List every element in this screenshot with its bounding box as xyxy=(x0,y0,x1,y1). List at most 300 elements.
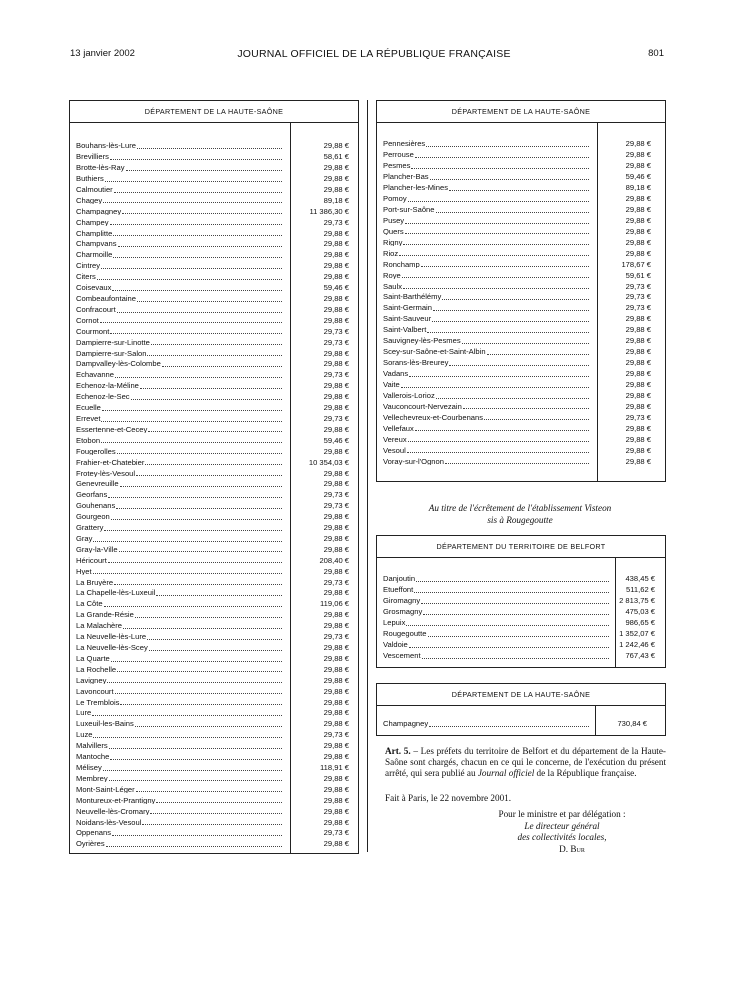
amount-value: 730,84 € xyxy=(617,719,647,729)
amount-value: 29,88 € xyxy=(323,817,349,827)
amount-value: 29,88 € xyxy=(323,512,349,522)
table-row xyxy=(70,782,358,793)
amount-value: 29,88 € xyxy=(323,686,349,696)
table-heading: DÉPARTEMENT DE LA HAUTE-SAÔNE xyxy=(377,101,665,123)
dot-leader xyxy=(119,551,282,552)
table-row xyxy=(70,695,358,706)
table-row xyxy=(70,368,358,379)
table-row xyxy=(70,717,358,728)
amount-value: 29,88 € xyxy=(323,424,349,434)
amount-value: 178,67 € xyxy=(621,259,651,269)
amount-value: 29,88 € xyxy=(323,184,349,194)
dot-leader xyxy=(111,519,282,520)
table-row xyxy=(377,594,665,605)
dot-leader xyxy=(118,246,282,247)
commune-name: Mélisey xyxy=(76,763,102,772)
table-row xyxy=(377,203,665,214)
dot-leader xyxy=(92,715,282,716)
commune-name: La Côte xyxy=(76,600,103,608)
table-row xyxy=(70,412,358,423)
commune-name: Ronchamp xyxy=(383,260,420,269)
table-row xyxy=(70,226,358,237)
table-row xyxy=(70,761,358,772)
amount-value: 29,88 € xyxy=(625,150,651,160)
commune-name: Champvans xyxy=(76,240,117,249)
table-row xyxy=(70,543,358,554)
dot-leader xyxy=(403,288,589,289)
commune-name: La Neuvelle-lès-Scey xyxy=(76,644,148,652)
table-row xyxy=(70,619,358,630)
commune-name: Vesoul xyxy=(383,446,406,455)
table-row xyxy=(377,443,665,454)
table-row xyxy=(70,215,358,226)
commune-name: Cornot xyxy=(76,316,99,325)
amount-value: 119,06 € xyxy=(320,599,349,609)
amount-value: 29,88 € xyxy=(323,664,349,674)
commune-name: Vaite xyxy=(383,380,400,389)
amount-value: 29,88 € xyxy=(625,390,651,400)
commune-name: Mont-Saint-Léger xyxy=(76,785,135,794)
dot-leader xyxy=(156,595,282,596)
table-heading: DÉPARTEMENT DU TERRITOIRE DE BELFORT xyxy=(377,536,665,558)
amount-value: 29,73 € xyxy=(323,490,349,500)
dot-leader xyxy=(112,290,282,291)
table-row xyxy=(70,281,358,292)
article-text-after: de la République française. xyxy=(534,768,637,779)
dot-leader xyxy=(140,388,282,389)
amount-value: 29,73 € xyxy=(323,632,349,642)
dot-leader xyxy=(150,813,282,814)
left-table xyxy=(69,100,359,854)
table-row xyxy=(377,214,665,225)
table-row xyxy=(377,583,665,594)
commune-name: Saint-Barthélémy xyxy=(383,293,442,302)
commune-name: Gouhenans xyxy=(76,502,116,510)
commune-name: La Chapelle-lès-Luxeuil xyxy=(76,589,156,598)
commune-name: Champagney xyxy=(76,207,122,216)
dot-leader xyxy=(114,584,282,585)
amount-value: 29,73 € xyxy=(323,730,349,740)
amount-value: 29,88 € xyxy=(323,479,349,489)
dot-leader xyxy=(113,235,282,236)
dot-leader xyxy=(415,430,589,431)
commune-name: Lepuix xyxy=(383,619,406,627)
table-row xyxy=(70,150,358,161)
commune-name: Héricourt xyxy=(76,556,107,565)
header-date: 13 janvier 2002 xyxy=(70,48,135,59)
commune-name: Lavoncourt xyxy=(76,687,114,696)
amount-value: 29,88 € xyxy=(625,314,651,324)
table-row xyxy=(70,161,358,172)
amount-value: 29,88 € xyxy=(323,741,349,751)
dot-leader xyxy=(115,693,282,694)
amount-value: 767,43 € xyxy=(625,651,655,661)
amount-value: 1 352,07 € xyxy=(619,629,655,639)
amount-value: 29,88 € xyxy=(323,719,349,729)
amount-value: 29,88 € xyxy=(323,239,349,249)
dot-leader xyxy=(149,650,282,651)
amount-value: 29,88 € xyxy=(323,392,349,402)
amount-value: 59,46 € xyxy=(323,435,349,445)
right-table-belfort xyxy=(376,535,666,668)
dot-leader xyxy=(147,639,282,640)
amount-value: 29,88 € xyxy=(625,161,651,171)
table-heading: DÉPARTEMENT DE LA HAUTE-SAÔNE xyxy=(70,101,358,123)
amount-value: 29,88 € xyxy=(625,336,651,346)
rows xyxy=(377,572,665,660)
commune-name: Dampierre-sur-Salon xyxy=(76,349,147,358)
dot-leader xyxy=(120,704,282,705)
commune-name: Danjoutin xyxy=(383,575,416,583)
table-row xyxy=(377,649,665,660)
dot-leader xyxy=(148,431,282,432)
commune-name: Lure xyxy=(76,709,92,718)
dot-leader xyxy=(110,224,283,225)
amount-value: 29,88 € xyxy=(625,445,651,455)
amount-value: 2 813,75 € xyxy=(619,596,655,606)
amount-value: 29,88 € xyxy=(625,434,651,444)
table-row xyxy=(70,673,358,684)
amount-value: 29,88 € xyxy=(323,523,349,533)
dot-leader xyxy=(113,257,282,258)
amount-value: 29,88 € xyxy=(323,174,349,184)
table-row xyxy=(70,390,358,401)
commune-name: Georfans xyxy=(76,491,108,499)
table-row xyxy=(377,137,665,148)
amount-value: 29,88 € xyxy=(323,304,349,314)
commune-name: Courmont xyxy=(76,327,110,336)
table-row xyxy=(377,159,665,170)
commune-name: Port-sur-Saône xyxy=(383,205,435,214)
table-row xyxy=(377,421,665,432)
commune-name: Giromagny xyxy=(383,597,421,605)
dot-leader xyxy=(463,408,589,409)
amount-value: 511,62 € xyxy=(626,585,655,595)
commune-name: Quers xyxy=(383,227,404,236)
commune-name: Champagney xyxy=(383,720,429,728)
amount-value: 29,73 € xyxy=(323,326,349,336)
amount-value: 29,88 € xyxy=(625,456,651,466)
table-row xyxy=(70,433,358,444)
amount-value: 29,88 € xyxy=(625,325,651,335)
place-date: Fait à Paris, le 22 novembre 2001. xyxy=(385,793,512,803)
dot-leader xyxy=(484,419,589,420)
dot-leader xyxy=(406,625,609,626)
dot-leader xyxy=(111,661,282,662)
amount-value: 1 242,46 € xyxy=(619,640,655,650)
commune-name: Frotey-lès-Vesoul xyxy=(76,469,136,478)
table-row xyxy=(70,750,358,761)
dot-leader xyxy=(105,181,282,182)
commune-name: Fougerolles xyxy=(76,447,116,456)
dot-leader xyxy=(399,255,589,256)
table-row xyxy=(70,575,358,586)
commune-name: Gourgeon xyxy=(76,513,110,521)
commune-name: Ecuelle xyxy=(76,404,101,412)
director-department: des collectivités locales, xyxy=(517,832,607,842)
commune-name: Echavanne xyxy=(76,371,114,379)
table-row xyxy=(70,510,358,521)
commune-name: Citers xyxy=(76,273,96,281)
commune-name: Pennesières xyxy=(383,140,426,148)
dot-leader xyxy=(432,321,589,322)
amount-value: 29,88 € xyxy=(323,773,349,783)
amount-value: 29,88 € xyxy=(625,204,651,214)
table-row xyxy=(70,194,358,205)
table-row xyxy=(377,605,665,616)
amount-value: 29,88 € xyxy=(625,369,651,379)
dot-leader xyxy=(137,148,282,149)
table-row xyxy=(377,257,665,268)
amount-value: 29,88 € xyxy=(323,784,349,794)
column-separator xyxy=(367,100,368,852)
commune-name: Grosmagny xyxy=(383,608,423,616)
table-row xyxy=(70,499,358,510)
dot-leader xyxy=(135,617,282,618)
dot-leader xyxy=(445,463,589,464)
amount-value: 29,88 € xyxy=(323,468,349,478)
table-row xyxy=(70,641,358,652)
dot-leader xyxy=(421,266,589,267)
table-row xyxy=(70,608,358,619)
commune-name: Vadans xyxy=(383,370,409,378)
dot-leader xyxy=(422,658,609,659)
commune-name: Vellechevreux-et-Courbenans xyxy=(383,413,484,422)
dot-leader xyxy=(407,452,589,453)
table-row xyxy=(377,192,665,203)
commune-name: Sauvigney-lès-Pesmes xyxy=(383,337,461,345)
table-row xyxy=(70,346,358,357)
table-row xyxy=(70,401,358,412)
table-row xyxy=(377,572,665,583)
commune-name: Vallerois-Lorioz xyxy=(383,391,435,400)
amount-value: 11 386,30 € xyxy=(309,206,349,216)
dot-leader xyxy=(93,573,282,574)
dot-leader xyxy=(115,377,282,378)
dot-leader xyxy=(408,441,589,442)
commune-name: Champey xyxy=(76,218,109,227)
table-row xyxy=(70,739,358,750)
table-row xyxy=(70,553,358,564)
table-row xyxy=(70,663,358,674)
table-row xyxy=(377,627,665,638)
commune-name: Echenoz-la-Méline xyxy=(76,382,139,390)
amount-value: 29,88 € xyxy=(323,294,349,303)
amount-value: 59,61 € xyxy=(625,270,651,280)
commune-name: Etueffont xyxy=(383,586,414,594)
commune-name: Cintrey xyxy=(76,262,101,270)
article-label: Art. 5. xyxy=(385,746,411,756)
commune-name: Neuvelle-lès-Cromary xyxy=(76,807,150,816)
commune-name: La Grande-Résie xyxy=(76,611,134,619)
delegation-line: Pour le ministre et par délégation : xyxy=(498,809,626,819)
dot-leader xyxy=(102,410,282,411)
signature-block xyxy=(460,809,664,855)
dot-leader xyxy=(107,682,282,683)
commune-name: Bouhans-lès-Lure xyxy=(76,142,136,150)
table-row xyxy=(377,170,665,181)
amount-value: 29,88 € xyxy=(323,315,349,325)
commune-name: Echenoz-le-Sec xyxy=(76,393,130,401)
table-row xyxy=(377,345,665,356)
commune-name: Etobon xyxy=(76,436,101,445)
dot-leader xyxy=(135,726,282,727)
commune-name: Saint-Sauveur xyxy=(383,315,432,323)
amount-value: 986,65 € xyxy=(625,618,655,628)
dot-leader xyxy=(104,530,282,531)
table-row xyxy=(70,521,358,532)
commune-name: Luxeuil-les-Bains xyxy=(76,720,134,728)
commune-name: Gray xyxy=(76,534,93,543)
table-row xyxy=(70,532,358,543)
amount-value: 29,88 € xyxy=(625,226,651,236)
commune-name: Pesmes xyxy=(383,162,411,170)
dot-leader xyxy=(110,759,282,760)
amount-value: 29,88 € xyxy=(323,250,349,260)
dot-leader xyxy=(414,592,609,593)
commune-name: Voray-sur-l'Ognon xyxy=(383,457,444,466)
commune-name: Rigny xyxy=(383,238,403,247)
dot-leader xyxy=(162,366,282,367)
commune-name: Valdoie xyxy=(383,641,408,649)
dot-leader xyxy=(108,497,282,498)
dot-leader xyxy=(409,647,609,648)
commune-name: Coisevaux xyxy=(76,284,112,292)
amount-value: 29,73 € xyxy=(625,281,651,291)
dot-leader xyxy=(436,212,590,213)
table-row xyxy=(70,793,358,804)
table-row xyxy=(377,148,665,159)
dot-leader xyxy=(100,322,282,323)
table-row xyxy=(70,837,358,848)
table-row xyxy=(70,379,358,390)
commune-name: Pusey xyxy=(383,216,405,225)
dot-leader xyxy=(103,770,282,771)
dot-leader xyxy=(93,541,282,542)
dot-leader xyxy=(428,636,610,637)
amount-value: 29,88 € xyxy=(323,697,349,707)
commune-name: Montureux-et-Prantigny xyxy=(76,796,156,805)
commune-name: Vescement xyxy=(383,652,421,660)
table-row xyxy=(377,378,665,389)
amount-value: 29,88 € xyxy=(323,533,349,543)
commune-name: Calmoutier xyxy=(76,185,113,194)
dot-leader xyxy=(436,398,589,399)
table-row xyxy=(377,616,665,627)
table-row xyxy=(70,630,358,641)
table-row xyxy=(70,826,358,837)
table-row xyxy=(377,410,665,421)
dot-leader xyxy=(156,802,282,803)
table-row xyxy=(377,389,665,400)
amount-value: 29,88 € xyxy=(625,358,651,368)
amount-value: 29,88 € xyxy=(625,237,651,247)
commune-name: Champlitte xyxy=(76,229,113,238)
table-row xyxy=(377,356,665,367)
dot-leader xyxy=(405,233,589,234)
dot-leader xyxy=(429,726,589,727)
amount-value: 59,46 € xyxy=(323,283,349,293)
commune-name: Malvillers xyxy=(76,742,108,750)
caption-line-1: Au titre de l'écrêtement de l'établissement Visteon xyxy=(428,503,612,513)
dot-leader xyxy=(117,671,282,672)
commune-name: Buthiers xyxy=(76,175,104,183)
dot-leader xyxy=(462,343,589,344)
rows xyxy=(377,137,665,465)
table-row xyxy=(70,706,358,717)
table-row xyxy=(70,270,358,281)
table-row xyxy=(70,314,358,325)
commune-name: Rougegoutte xyxy=(383,630,427,638)
commune-name: Le Tremblois xyxy=(76,698,120,707)
dot-leader xyxy=(112,835,282,836)
table-row xyxy=(70,815,358,826)
commune-name: Oyrières xyxy=(76,840,105,848)
amount-value: 29,88 € xyxy=(323,544,349,554)
amount-value: 29,73 € xyxy=(323,217,349,227)
dot-leader xyxy=(136,475,282,476)
table-row xyxy=(70,444,358,455)
amount-value: 29,73 € xyxy=(323,828,349,838)
table-row xyxy=(377,400,665,411)
commune-name: Oppenans xyxy=(76,829,112,837)
commune-name: Noidans-lès-Vesoul xyxy=(76,818,142,827)
table-row xyxy=(70,772,358,783)
dot-leader xyxy=(117,312,282,313)
dot-leader xyxy=(123,628,282,629)
table-row xyxy=(70,804,358,815)
table-row xyxy=(70,597,358,608)
amount-value: 29,88 € xyxy=(625,139,651,149)
table-row xyxy=(70,292,358,303)
amount-value: 29,88 € xyxy=(625,379,651,389)
dot-leader xyxy=(401,387,589,388)
dot-leader xyxy=(442,299,589,300)
table-row xyxy=(70,139,358,150)
commune-name: Saint-Valbert xyxy=(383,326,427,334)
amount-value: 29,73 € xyxy=(323,413,349,423)
dot-leader xyxy=(408,201,589,202)
dot-leader xyxy=(101,442,282,443)
signatory-name: D. Bur xyxy=(559,843,585,854)
dot-leader xyxy=(433,310,589,311)
dot-leader xyxy=(142,824,282,825)
commune-name: Lavigney xyxy=(76,676,107,685)
amount-value: 29,88 € xyxy=(323,839,349,849)
table-row xyxy=(377,638,665,649)
table-row xyxy=(70,183,358,194)
amount-value: 29,88 € xyxy=(323,403,349,413)
commune-name: Essertenne-et-Cecey xyxy=(76,425,148,434)
amount-value: 29,88 € xyxy=(323,163,349,173)
commune-name: Genevreuille xyxy=(76,480,119,488)
dot-leader xyxy=(145,464,282,465)
dot-leader xyxy=(109,780,282,781)
table-row xyxy=(70,652,358,663)
table-row xyxy=(70,684,358,695)
commune-name: Vellefaux xyxy=(383,424,414,433)
commune-name: Saint-Germain xyxy=(383,304,432,312)
dot-leader xyxy=(427,332,589,333)
dot-leader xyxy=(147,355,282,356)
table-row xyxy=(377,268,665,279)
commune-name: Vauconcourt-Nervezain xyxy=(383,402,462,411)
amount-value: 29,88 € xyxy=(625,401,651,411)
amount-value: 29,88 € xyxy=(625,423,651,433)
amount-value: 29,88 € xyxy=(323,588,349,598)
commune-name: Scey-sur-Saône-et-Saint-Albin xyxy=(383,348,486,356)
journal-name: Journal officiel xyxy=(477,768,535,779)
